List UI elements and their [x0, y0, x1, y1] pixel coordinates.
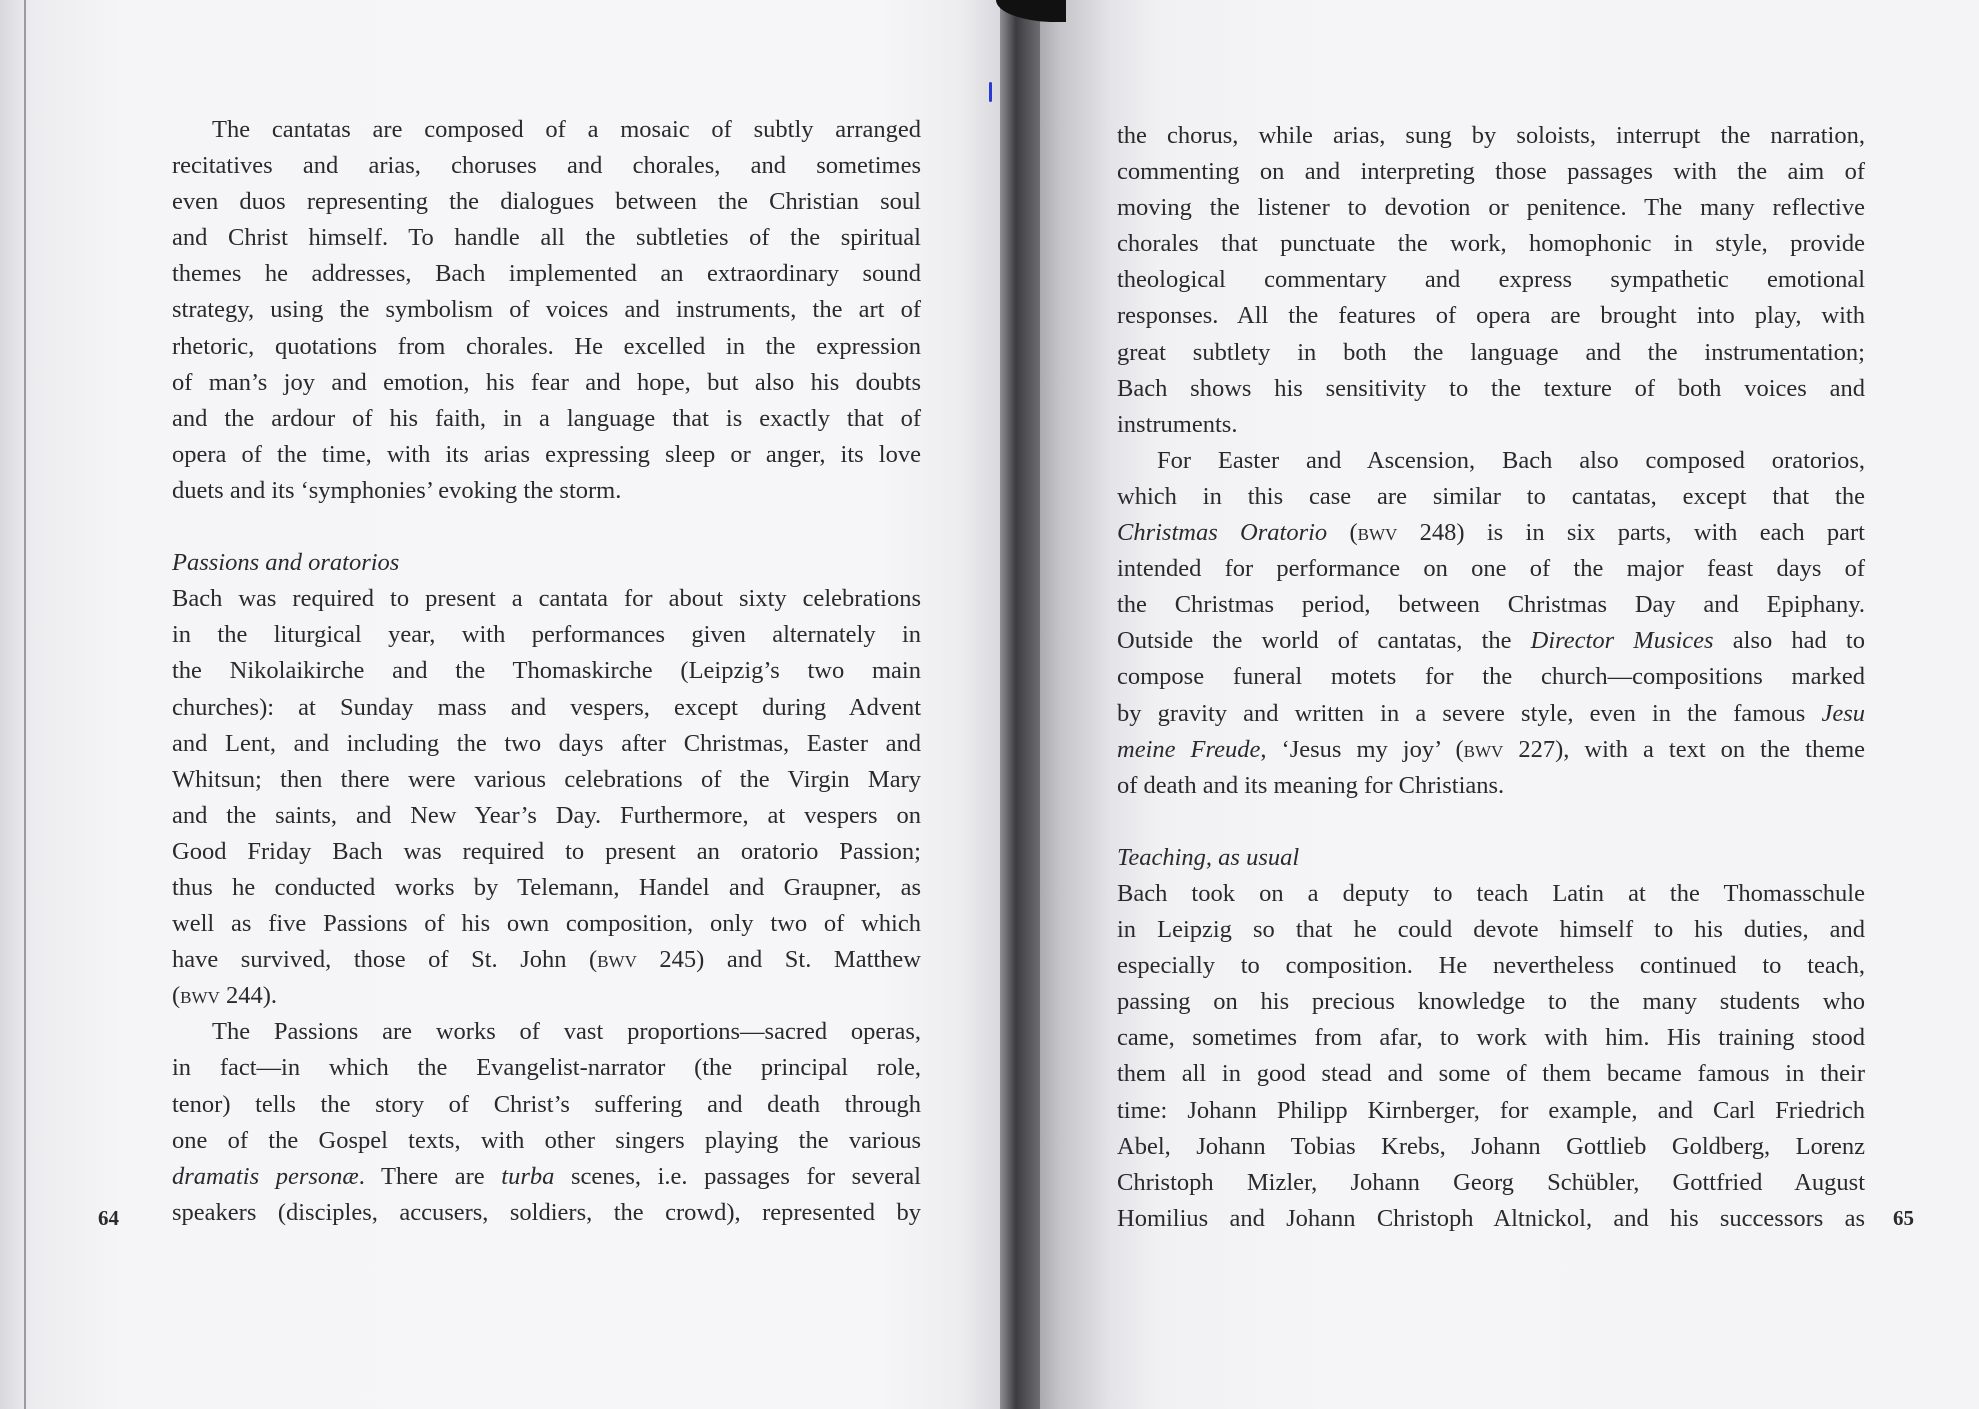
- text-line: [1117, 1056, 1865, 1092]
- text-line: [172, 1014, 921, 1050]
- text-run: recitatives and arias, choruses and chorales, and sometimes: [172, 152, 921, 180]
- text-line: [172, 365, 921, 401]
- text-line: [172, 292, 921, 328]
- text-run: the chorus, while arias, sung by soloists, interrupt the narration,: [1117, 122, 1865, 149]
- small-caps-text: bwv: [1463, 735, 1504, 763]
- text-run: came, sometimes from afar, to work with him. His training stood: [1117, 1024, 1865, 1052]
- text-run: and the saints, and New Year’s Day. Furthermore, at vespers on: [172, 801, 921, 829]
- text-run: The Passions are works of vast proportions—sacred operas,: [212, 1018, 921, 1046]
- text-line: [172, 870, 921, 906]
- text-run: scenes, i.e. passages for several: [554, 1162, 921, 1190]
- paragraph: [172, 581, 921, 1014]
- text-run: strategy, using the symbolism of voices and instruments, the art of: [172, 296, 921, 324]
- text-line: [172, 1159, 921, 1195]
- text-run: theological commentary and express sympathetic emotional: [1117, 266, 1865, 294]
- text-line: [172, 148, 921, 184]
- text-run: . There are: [358, 1162, 502, 1190]
- text-line: [172, 978, 921, 1014]
- page-number-left: 64: [98, 1206, 119, 1230]
- text-line: [172, 184, 921, 220]
- text-line: [1117, 262, 1865, 298]
- text-run: 248) is in six parts, with each part: [1397, 519, 1865, 547]
- italic-text: Jesu: [1821, 699, 1865, 727]
- text-run: intended for performance on one of the major feast days of: [1117, 555, 1865, 583]
- text-line: [1117, 407, 1865, 443]
- text-line: [172, 112, 921, 148]
- section-heading: Passions and oratorios: [172, 549, 400, 577]
- left-page-text: [172, 112, 921, 1231]
- text-run: compose funeral motets for the church—compositions marked: [1117, 663, 1865, 691]
- text-line: [1117, 948, 1865, 984]
- text-line: [172, 437, 921, 473]
- text-line: [172, 942, 921, 978]
- text-run: 227), with a text on the theme: [1503, 735, 1866, 763]
- text-run: in Leipzig so that he could devote himself to his duties, and: [1117, 916, 1865, 944]
- text-run: Bach was required to present a cantata for about sixty celebrations: [172, 585, 921, 613]
- text-line: [172, 1087, 921, 1123]
- text-line: [172, 798, 921, 834]
- text-run: , ‘Jesus my joy’ (: [1260, 735, 1464, 763]
- text-run: and Lent, and including the two days after Christmas, Easter and: [172, 729, 921, 757]
- italic-text: Director Musices: [1530, 627, 1714, 655]
- text-run: have survived, those of St. John (: [172, 946, 598, 974]
- text-line: [172, 653, 921, 689]
- text-line: [172, 906, 921, 942]
- text-run: the Christmas period, between Christmas Day and Epiphany.: [1117, 591, 1865, 619]
- paragraph: [1117, 443, 1865, 804]
- text-line: [1117, 984, 1865, 1020]
- text-run: (: [1327, 519, 1358, 547]
- small-caps-text: bwv: [597, 946, 637, 974]
- text-line: [1117, 1093, 1865, 1129]
- text-line: [1117, 226, 1865, 262]
- text-line: [1117, 335, 1865, 371]
- text-run: Abel, Johann Tobias Krebs, Johann Gottlieb Goldberg, Lorenz: [1117, 1132, 1865, 1160]
- text-line: [1117, 659, 1865, 695]
- text-line: [172, 834, 921, 870]
- text-run: even duos representing the dialogues between the Christian soul: [172, 188, 921, 216]
- paragraph: [172, 112, 921, 509]
- text-line: [172, 220, 921, 256]
- paragraph: [1117, 876, 1865, 1237]
- text-line: [172, 401, 921, 437]
- text-line: [172, 1050, 921, 1086]
- text-line: [1117, 479, 1865, 515]
- text-line: [1117, 515, 1865, 551]
- text-line: [1117, 443, 1865, 479]
- text-line: [172, 726, 921, 762]
- text-run: instruments.: [1117, 410, 1238, 438]
- text-line: [1117, 1165, 1865, 1201]
- text-run: 244).: [219, 982, 278, 1010]
- text-line: [172, 690, 921, 726]
- text-run: thus he conducted works by Telemann, Handel and Graupner, as: [172, 873, 921, 901]
- paragraph: [1117, 118, 1865, 443]
- ink-mark: [989, 82, 992, 102]
- text-run: by gravity and written in a severe style, even in the famous: [1117, 699, 1822, 727]
- small-caps-text: bwv: [1357, 519, 1398, 547]
- text-run: The cantatas are composed of a mosaic of subtly arranged: [212, 116, 921, 143]
- text-run: in the liturgical year, with performances given alternately in: [172, 621, 921, 649]
- text-line: [1117, 768, 1865, 804]
- text-run: Outside the world of cantatas, the: [1117, 627, 1531, 655]
- text-line: [1117, 118, 1865, 154]
- italic-text: meine Freude: [1117, 735, 1261, 763]
- text-run: commenting on and interpreting those passages with the aim of: [1117, 158, 1865, 186]
- text-line: [172, 329, 921, 365]
- text-line: [1117, 587, 1865, 623]
- text-run: Good Friday Bach was required to present an oratorio Passion;: [172, 837, 921, 865]
- text-line: [1117, 551, 1865, 587]
- text-line: [1117, 1020, 1865, 1056]
- text-line: [172, 581, 921, 617]
- text-run: Homilius and Johann Christoph Altnickol, and his successors as: [1117, 1204, 1865, 1232]
- right-page-text: [1117, 118, 1865, 1237]
- text-run: moving the listener to devotion or penitence. The many reflective: [1117, 194, 1865, 222]
- text-run: especially to composition. He nevertheless continued to teach,: [1117, 952, 1865, 980]
- text-run: and Christ himself. To handle all the subtleties of the spiritual: [172, 224, 921, 252]
- text-run: which in this case are similar to cantatas, except that the: [1117, 482, 1865, 510]
- text-run: churches): at Sunday mass and vespers, except during Advent: [172, 693, 921, 721]
- page-number-right: 65: [1893, 1206, 1914, 1230]
- text-run: passing on his precious knowledge to the many students who: [1117, 988, 1865, 1016]
- text-run: one of the Gospel texts, with other singers playing the various: [172, 1126, 921, 1154]
- text-line: [172, 762, 921, 798]
- text-line: [1117, 912, 1865, 948]
- text-run: in fact—in which the Evangelist-narrator (the principal role,: [172, 1054, 921, 1082]
- text-line: [172, 256, 921, 292]
- text-run: themes he addresses, Bach implemented an extraordinary sound: [172, 260, 921, 288]
- text-line: [1117, 623, 1865, 659]
- italic-text: turba: [501, 1162, 555, 1190]
- text-line: [1117, 696, 1865, 732]
- text-run: 245) and St. Matthew: [636, 946, 921, 974]
- text-run: chorales that punctuate the work, homophonic in style, provide: [1117, 230, 1865, 258]
- text-run: and the ardour of his faith, in a language that is exactly that of: [172, 404, 921, 432]
- text-line: [1117, 876, 1865, 912]
- paragraph: [172, 1014, 921, 1231]
- text-run: For Easter and Ascension, Bach also composed oratorios,: [1157, 446, 1865, 474]
- section-heading: Teaching, as usual: [1117, 843, 1300, 871]
- text-line: [172, 1123, 921, 1159]
- text-run: Christoph Mizler, Johann Georg Schübler, Gottfried August: [1117, 1168, 1865, 1196]
- small-caps-text: bwv: [180, 982, 220, 1010]
- text-run: Bach shows his sensitivity to the texture of both voices and: [1117, 374, 1865, 402]
- text-line: [172, 1195, 921, 1231]
- text-line: [1117, 190, 1865, 226]
- italic-text: Christmas Oratorio: [1117, 519, 1328, 547]
- text-run: them all in good stead and some of them became famous in their: [1117, 1060, 1865, 1088]
- text-line: [1117, 732, 1865, 768]
- text-run: opera of the time, with its arias expressing sleep or anger, its love: [172, 440, 921, 468]
- text-line: [1117, 298, 1865, 334]
- text-run: rhetoric, quotations from chorales. He excelled in the expression: [172, 332, 921, 360]
- text-run: responses. All the features of opera are brought into play, with: [1117, 302, 1865, 330]
- text-run: speakers (disciples, accusers, soldiers, the crowd), represented by: [172, 1198, 921, 1226]
- text-run: also had to: [1713, 627, 1865, 655]
- italic-text: dramatis personæ: [172, 1162, 359, 1190]
- text-run: of death and its meaning for Christians.: [1117, 771, 1505, 799]
- text-run: (: [172, 982, 181, 1010]
- text-line: [1117, 371, 1865, 407]
- text-line: [1117, 1129, 1865, 1165]
- text-line: [172, 473, 921, 509]
- text-run: Bach took on a deputy to teach Latin at the Thomasschule: [1117, 879, 1865, 907]
- text-line: [172, 617, 921, 653]
- text-run: tenor) tells the story of Christ’s suffering and death through: [172, 1090, 921, 1118]
- text-line: [1117, 1201, 1865, 1237]
- book-spine: [1000, 0, 1040, 1409]
- text-run: time: Johann Philipp Kirnberger, for example, and Carl Friedrich: [1117, 1096, 1865, 1124]
- text-run: Whitsun; then there were various celebrations of the Virgin Mary: [172, 765, 921, 793]
- text-run: of man’s joy and emotion, his fear and hope, but also his doubts: [172, 368, 921, 396]
- text-run: great subtlety in both the language and the instrumentation;: [1117, 338, 1865, 366]
- text-line: [1117, 154, 1865, 190]
- text-run: well as five Passions of his own composition, only two of which: [172, 910, 921, 938]
- text-run: duets and its ‘symphonies’ evoking the storm.: [172, 476, 622, 504]
- text-run: the Nikolaikirche and the Thomaskirche (Leipzig’s two main: [172, 657, 921, 685]
